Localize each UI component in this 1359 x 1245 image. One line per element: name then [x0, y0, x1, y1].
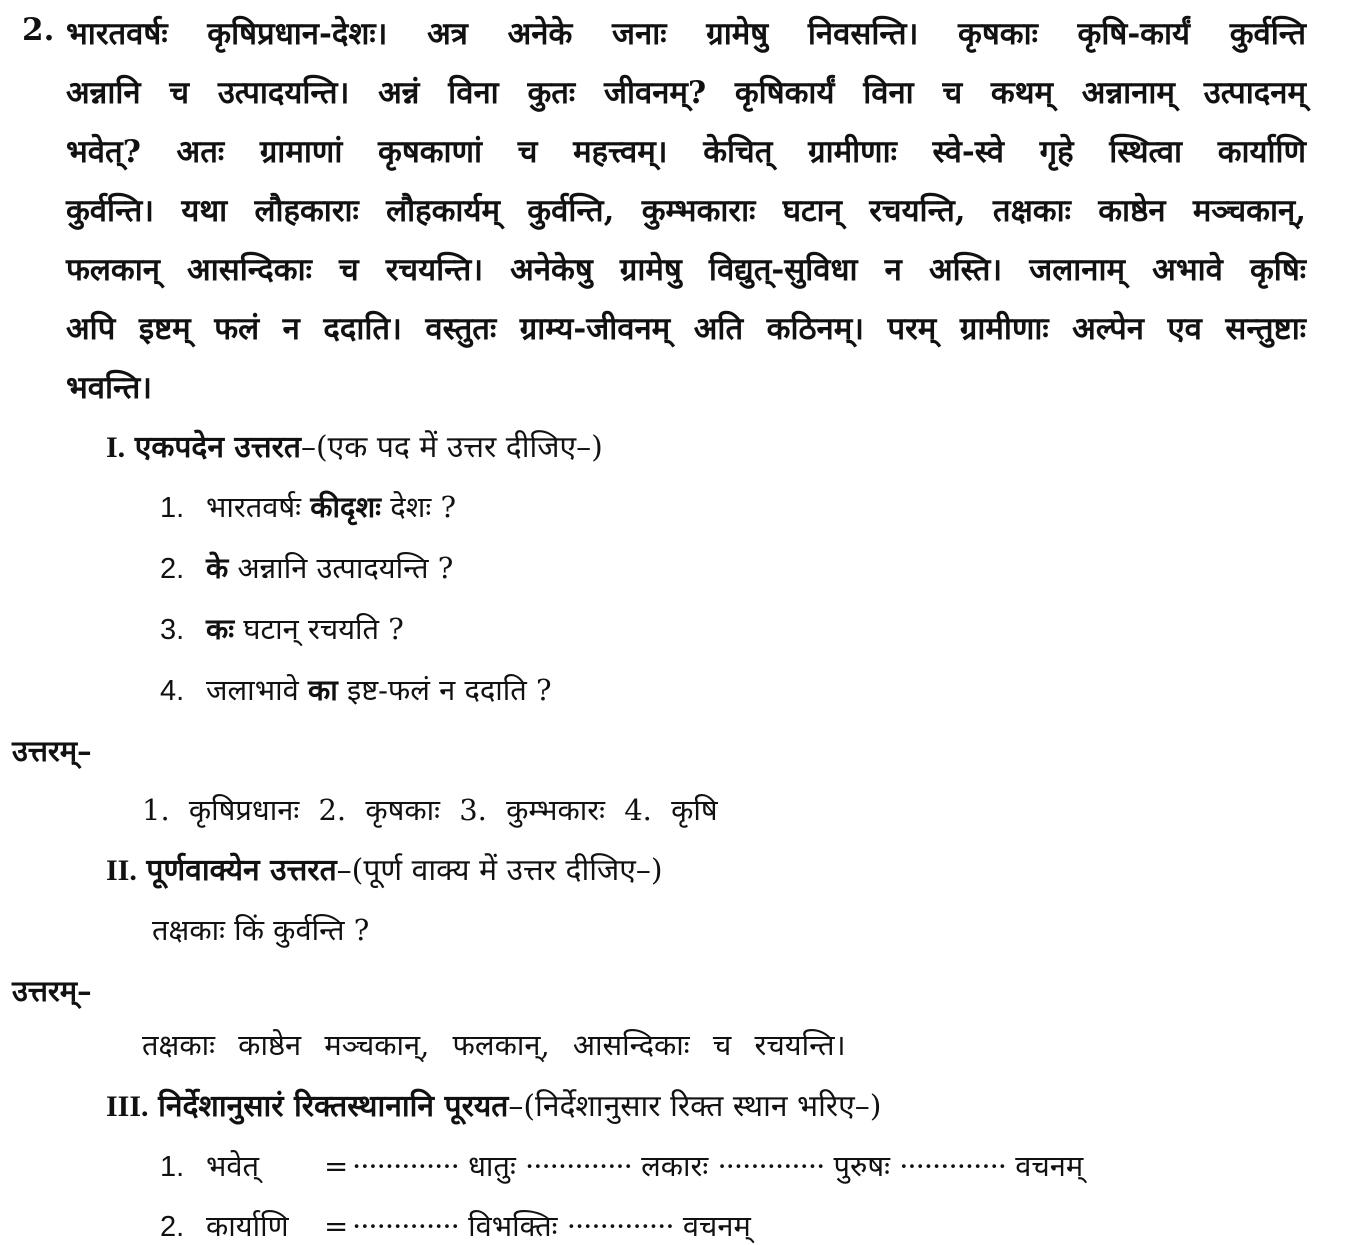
question-number: 1.	[160, 492, 185, 524]
question-text: अन्नानि उत्पादयन्ति ?	[228, 551, 454, 585]
section-instruction: –(निर्देशानुसार रिक्त स्थान भरिए–)	[508, 1089, 882, 1124]
answer-text: तक्षकाः काष्ठेन मञ्चकान्, फलकान्, आसन्दिकाः च रचयन्ति।	[142, 1028, 846, 1062]
question-text: तक्षकाः किं कुर्वन्ति ?	[152, 913, 370, 947]
section-heading	[106, 848, 663, 889]
passage-line: भवेत्? अतः ग्रामाणां कृषकाणां च महत्त्वम्। केचित् ग्रामीणाः स्वे-स्वे गृहे स्थित्वा कार्याणि	[66, 134, 1306, 170]
section-numeral: I.	[106, 431, 126, 464]
fill-label: विभक्तिः	[468, 1209, 558, 1243]
section-instruction: –(पूर्ण वाक्य में उत्तर दीजिए–)	[336, 853, 663, 888]
section-numeral: III.	[106, 1090, 149, 1123]
section-heading	[106, 1084, 881, 1125]
fill-label: वचनम्	[682, 1209, 751, 1243]
fill-word: भवेत्	[206, 1149, 260, 1183]
section-title: निर्देशानुसारं रिक्तस्थानानि पूरयत	[158, 1089, 509, 1124]
question-number: 3.	[160, 614, 185, 646]
question-item	[160, 548, 453, 587]
blank-dots[interactable]: ·············	[899, 1149, 1007, 1183]
blank-dots[interactable]: ·············	[717, 1149, 825, 1183]
passage-line: कुर्वन्ति। यथा लौहकाराः लौहकार्यम् कुर्वन्ति, कुम्भकाराः घटान् रचयन्ति, तक्षकाः काष्ठेन मञ्चकान्,	[66, 193, 1306, 229]
fill-label: पुरुषः	[833, 1149, 890, 1183]
section-instruction: –(एक पद में उत्तर दीजिए–)	[300, 430, 603, 465]
fill-label: वचनम्	[1015, 1149, 1084, 1183]
question-keyword: कीदृशः	[310, 490, 382, 524]
passage-line: अन्नानि च उत्पादयन्ति। अन्नं विना कुतः जीवनम्? कृषिकार्यं विना च कथम् अन्नानाम् उत्पादनम्	[66, 75, 1306, 111]
question-item	[160, 487, 456, 526]
question-item	[160, 609, 404, 648]
blank-dots[interactable]: ·············	[352, 1149, 459, 1183]
question-keyword: के	[206, 551, 229, 585]
question-text: इष्ट-फलं न ददाति ?	[337, 673, 552, 707]
question-keyword: कः	[206, 612, 235, 646]
fill-item	[160, 1146, 1083, 1185]
section-title: पूर्णवाक्येन उत्तरत	[146, 853, 337, 888]
blank-dots[interactable]: ·············	[525, 1149, 632, 1183]
fill-word: कार्याणि	[206, 1209, 289, 1243]
passage-number: 2.	[22, 12, 55, 48]
fill-number: 1.	[160, 1151, 185, 1183]
fill-label: लकारः	[641, 1149, 709, 1183]
fill-item	[160, 1206, 751, 1245]
fill-equals: =	[324, 1209, 349, 1243]
question-number: 2.	[160, 553, 185, 585]
section-title: एकपदेन उत्तरत	[134, 430, 301, 465]
fill-label: धातुः	[468, 1149, 516, 1183]
question-number: 4.	[160, 675, 185, 707]
question-keyword: का	[307, 673, 338, 707]
answer-label: उत्तरम्–	[12, 974, 92, 1008]
question-text: भारतवर्षः	[206, 490, 311, 524]
question-item	[160, 670, 552, 709]
answer-label: उत्तरम्–	[12, 734, 92, 768]
question-text: घटान् रचयति ?	[234, 612, 404, 646]
fill-equals: =	[324, 1149, 349, 1183]
section-numeral: II.	[106, 854, 137, 887]
passage-line: भवन्ति।	[66, 370, 153, 406]
question-text: देशः ?	[381, 490, 456, 524]
blank-dots[interactable]: ·············	[352, 1209, 459, 1243]
fill-number: 2.	[160, 1211, 185, 1243]
passage-line: फलकान् आसन्दिकाः च रचयन्ति। अनेकेषु ग्रामेषु विद्युत्-सुविधा न अस्ति। जलानाम् अभावे कृषिः	[66, 252, 1306, 288]
blank-dots[interactable]: ·············	[566, 1209, 674, 1243]
section-heading	[106, 425, 603, 466]
passage-line: अपि इष्टम् फलं न ददाति। वस्तुतः ग्राम्य-जीवनम् अति कठिनम्। परम् ग्रामीणाः अल्पेन एव सन्तुष्टाः	[66, 311, 1306, 347]
question-text: जलाभावे	[206, 673, 308, 707]
passage-line: भारतवर्षः कृषिप्रधान-देशः। अत्र अनेके जनाः ग्रामेषु निवसन्ति। कृषकाः कृषि-कार्यं कुर्वन्ति	[66, 16, 1306, 52]
answer-text: 1. कृषिप्रधानः 2. कृषकाः 3. कुम्भकारः 4. कृषि	[142, 793, 718, 827]
